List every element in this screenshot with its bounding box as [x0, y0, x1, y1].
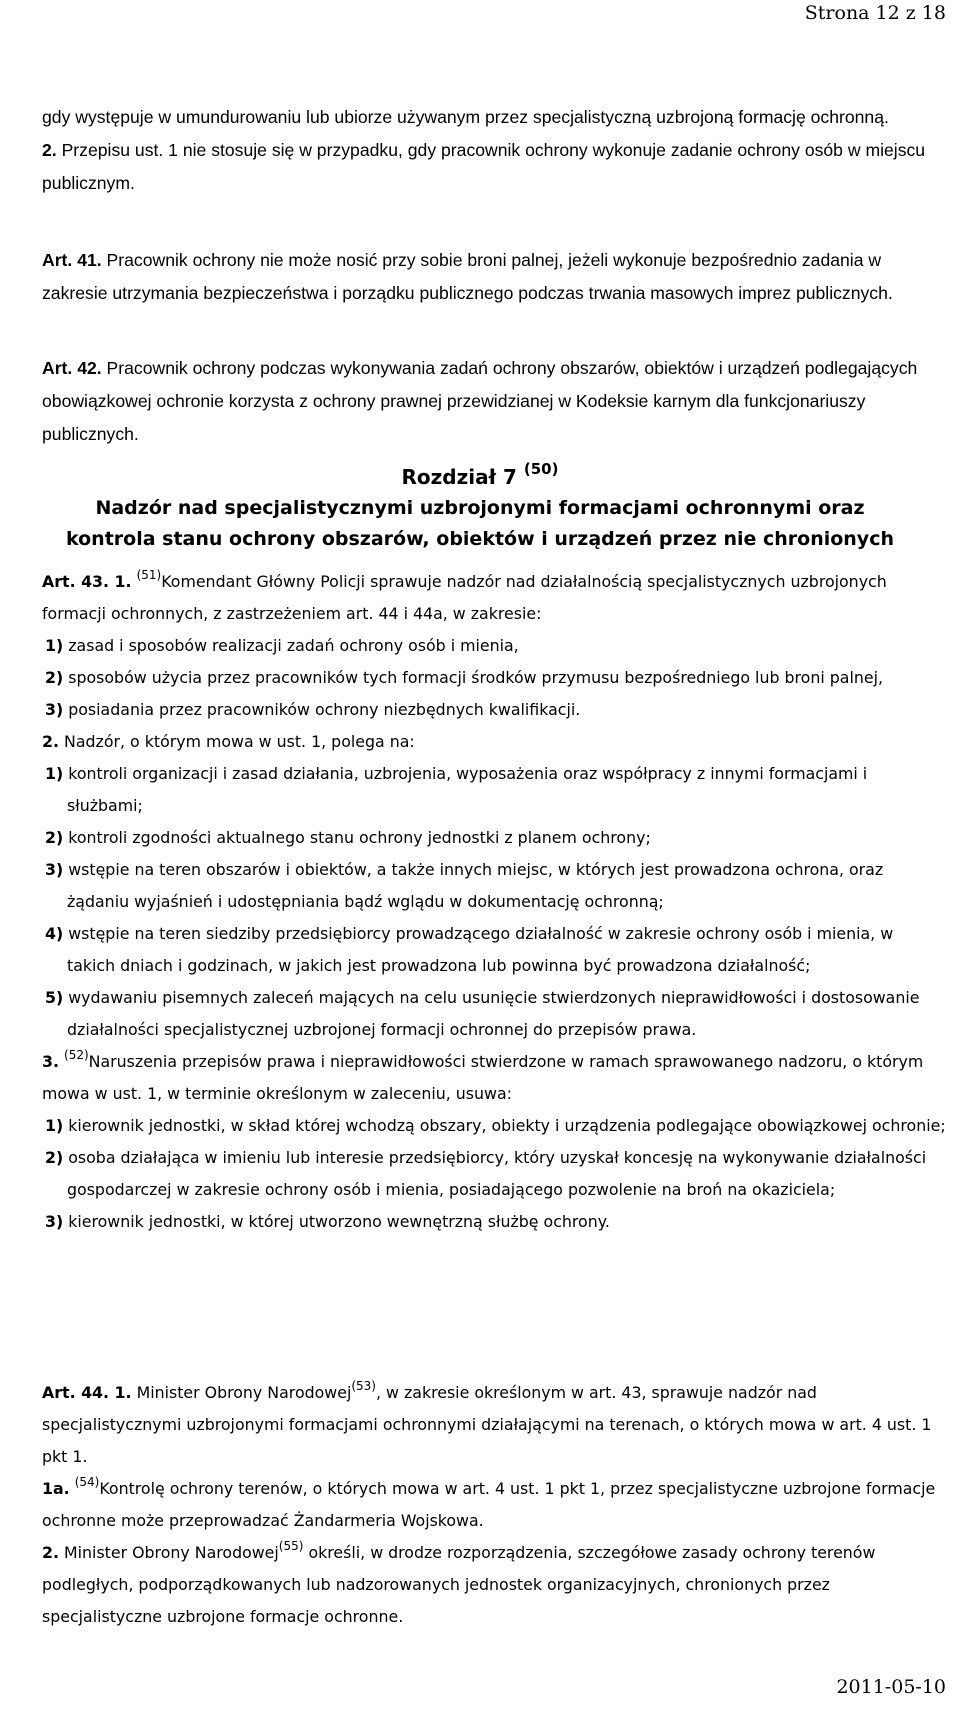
list-item: 2) kontroli zgodności aktualnego stanu ochrony jednostki z planem ochrony; [45, 828, 651, 847]
art-43-section-1: Art. 43. 1. $^{(51)}$Komendant Główny Policji sprawuje nadzór nad działalnością specjalistycznych uzbrojonych formacji ochronnych, z zastrzeżeniem art. 44 i 44a, w zakresie: [42, 568, 887, 623]
page-number-header: Strona 12 z 18 [804, 2, 946, 24]
list-item: 2) sposobów użycia przez pracowników tych formacji środków przymusu bezpośredniego lub broni palnej, [45, 668, 884, 687]
list-item: 4) wstępie na teren siedziby przedsiębiorcy prowadzącego działalność w zakresie ochrony osób i mienia, w takich dniach i godzinach, w jakich jest prowadzona lub powinna być prowadzona działalność; [45, 924, 894, 975]
article-43 [6, 566, 946, 1238]
footnote-ref: (53) [351, 1379, 376, 1393]
art-40-paragraph-1-end: gdy występuje w umundurowaniu lub ubiorze używanym przez specjalistyczną uzbrojoną formację ochronną. [42, 107, 889, 127]
list-item: 3) kierownik jednostki, w której utworzono wewnętrzną służbę ochrony. [45, 1212, 610, 1231]
art-43-section-3: 3. $^{(52)}$Naruszenia przepisów prawa i nieprawidłowości stwierdzone w ramach sprawowanego nadzoru, o którym mowa w ust. 1, w terminie określonym w zaleceniu, usuwa: [42, 1048, 924, 1103]
chapter-subtitle-line-2: kontrola stanu ochrony obszarów, obiektów i urządzeń przez nie chronionych [66, 528, 894, 550]
footnote-ref: (52) [64, 1048, 89, 1062]
list-item: 5) wydawaniu pisemnych zaleceń mających na celu usunięcie stwierdzonych nieprawidłowości i dostosowanie działalności specjalistycznej uzbrojonej formacji ochronnej do przepisów prawa. [45, 988, 920, 1039]
art-44-section-1a: 1a. $^{(54)}$Kontrolę ochrony terenów, o których mowa w art. 4 ust. 1 pkt 1, przez specjalistyczne uzbrojone formacje ochronne może przeprowadzać Żandarmeria Wojskowa. [42, 1475, 936, 1530]
list-item: 1) zasad i sposobów realizacji zadań ochrony osób i mienia, [45, 636, 519, 655]
art-44-section-2: 2. Minister Obrony Narodowej$^{(55)}$ określi, w drodze rozporządzenia, szczegółowe zasady ochrony terenów podległych, podporządkowanych lub nadzorowanych jednostek organizacyjnych, chronionych przez specjalistyczne uzbrojone formacje ochronne. [42, 1539, 876, 1626]
article-label: Art. 43. 1. [42, 572, 132, 591]
article-41 [6, 244, 946, 310]
article-label: Art. 44. 1. [42, 1383, 132, 1402]
list-item: 1) kontroli organizacji i zasad działania, uzbrojenia, wyposażenia oraz współpracy z innymi formacjami i służbami; [45, 764, 868, 815]
article-label: Art. 42. [42, 358, 102, 378]
list-item: 3) posiadania przez pracowników ochrony niezbędnych kwalifikacji. [45, 700, 581, 719]
footnote-ref: (55) [278, 1539, 304, 1553]
chapter-heading [0, 462, 960, 555]
print-date-footer: 2011-05-10 [836, 1676, 946, 1698]
list-item: 3) wstępie na teren obszarów i obiektów, a także innych miejsc, w których jest prowadzona ochrona, oraz żądaniu wyjaśnień i udostępniania bądź wglądu w dokumentację ochronną; [45, 860, 884, 911]
paragraph-text: Przepisu ust. 1 nie stosuje się w przypadku, gdy pracownik ochrony wykonuje zadanie ochrony osób w miejscu publicznym. [42, 140, 926, 193]
footnote-ref: (50) [523, 460, 559, 478]
chapter-title: Rozdział 7 $^{(50)}$ [401, 460, 559, 489]
art-40-continuation [6, 101, 946, 200]
paragraph-number: 2. [42, 140, 57, 160]
article-text: Pracownik ochrony nie może nosić przy sobie broni palnej, jeżeli wykonuje bezpośrednio zadania w zakresie utrzymania bezpieczeństwa i porządku publicznego podczas trwania masowych imprez publicznych. [42, 250, 893, 303]
article-42 [6, 352, 946, 451]
list-item: 1) kierownik jednostki, w skład której wchodzą obszary, obiekty i urządzenia podlegające obowiązkowej ochronie; [45, 1116, 946, 1135]
list-item: 2) osoba działająca w imieniu lub interesie przedsiębiorcy, który uzyskał koncesję na wykonywanie działalności gospodarczej w zakresie ochrony osób i mienia, posiadającego pozwolenie na broń na okaziciela; [45, 1148, 927, 1199]
art-44-section-1: Art. 44. 1. Minister Obrony Narodowej$^{(53)}$, w zakresie określonym w art. 43, sprawuje nadzór nad specjalistycznymi uzbrojonymi formacjami ochronnymi działającymi na terenach, o których mowa w art. 4 ust. 1 pkt 1. [42, 1379, 932, 1466]
art-40-paragraph-2 [6, 134, 946, 200]
footnote-ref: (51) [136, 568, 162, 582]
footnote-ref: (54) [74, 1475, 100, 1489]
art-43-section-2: 2. Nadzór, o którym mowa w ust. 1, polega na: [42, 732, 415, 751]
article-44 [6, 1377, 946, 1633]
chapter-subtitle-line-1: Nadzór nad specjalistycznymi uzbrojonymi formacjami ochronnymi oraz [95, 497, 865, 519]
article-text: Pracownik ochrony podczas wykonywania zadań ochrony obszarów, obiektów i urządzeń podlegających obowiązkowej ochronie korzysta z ochrony prawnej przewidzianej w Kodeksie karnym dla funkcjonariuszy publicznych. [42, 358, 918, 444]
article-label: Art. 41. [42, 250, 102, 270]
